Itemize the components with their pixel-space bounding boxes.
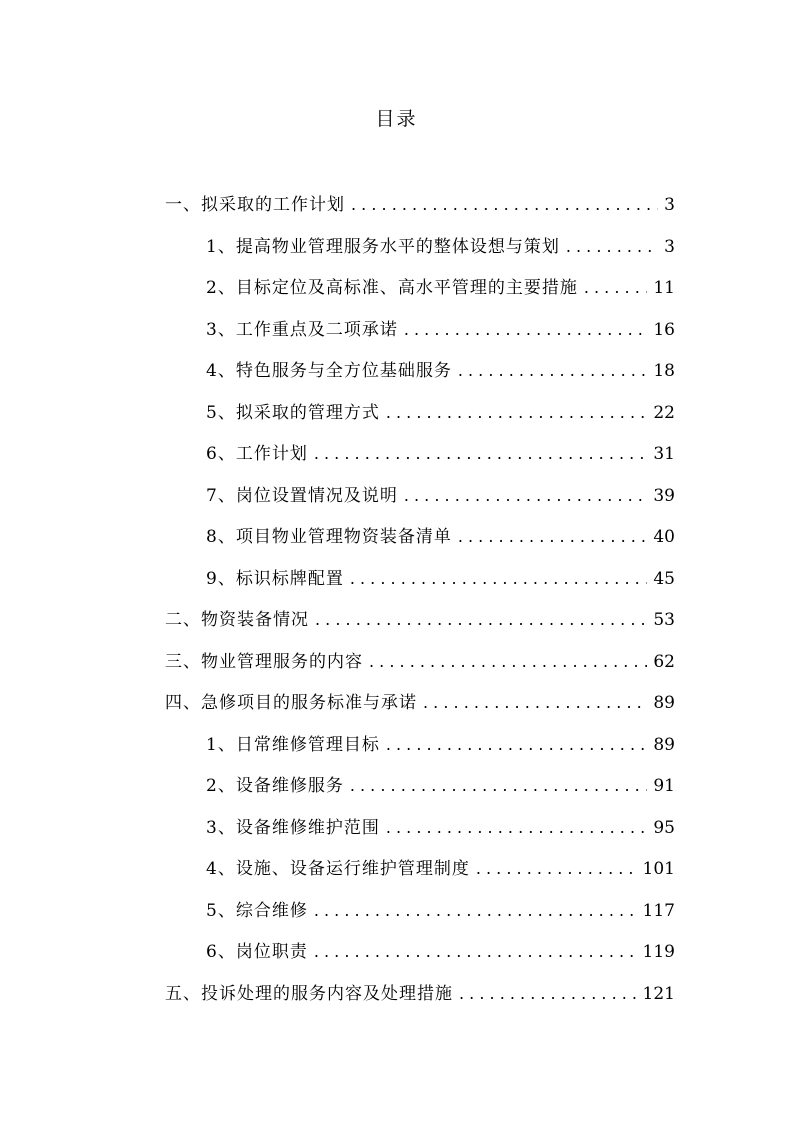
toc-entry-label: 1、日常维修管理目标 [206,734,380,755]
toc-entry[interactable] [165,931,675,973]
table-of-contents [165,184,675,1014]
toc-entry-label: 2、设备维修服务 [206,776,344,796]
toc-entry-label: 5、综合维修 [206,900,308,921]
toc-entry-label: 9、标识标牌配置 [206,568,344,589]
toc-dot-leader [423,682,647,724]
toc-entry-page-number: 89 [653,734,675,755]
toc-entry-page-number: 45 [653,568,675,589]
toc-entry[interactable] [165,848,675,890]
toc-dot-leader [369,641,647,683]
toc-entry[interactable] [165,890,675,932]
toc-entry-label: 1、提高物业管理服务水平的整体设想与策划 [206,236,560,257]
toc-dot-leader [315,599,647,641]
toc-entry-page-number: 40 [653,527,675,547]
toc-entry-label: 二、物资装备情况 [165,610,309,630]
toc-entry[interactable] [165,392,675,434]
toc-entry[interactable] [165,267,675,309]
toc-dot-leader [386,392,648,434]
toc-dot-leader [459,973,637,1015]
toc-entry-page-number: 53 [653,610,675,630]
toc-entry-label: 4、设施、设备运行维护管理制度 [206,859,470,879]
toc-dot-leader [404,475,648,517]
toc-dot-leader [458,350,648,392]
page-title: 目录 [375,108,418,130]
toc-entry[interactable] [165,184,675,226]
toc-entry-label: 2、目标定位及高标准、高水平管理的主要措施 [206,278,578,298]
toc-entry-page-number: 31 [653,444,675,464]
toc-dot-leader [314,931,637,973]
toc-dot-leader [314,890,637,932]
toc-entry-label: 5、拟采取的管理方式 [206,402,380,423]
toc-dot-leader [386,807,648,849]
toc-entry-page-number: 95 [653,817,675,838]
toc-entry-label: 4、特色服务与全方位基础服务 [206,361,452,381]
toc-entry-label: 3、工作重点及二项承诺 [206,319,398,340]
toc-entry-page-number: 62 [653,651,675,672]
toc-dot-leader [476,848,637,890]
toc-entry-page-number: 3 [664,236,675,257]
toc-dot-leader [584,267,648,309]
toc-entry-page-number: 16 [653,319,675,340]
toc-entry-label: 6、工作计划 [206,444,308,464]
toc-dot-leader [458,516,648,558]
toc-entry[interactable] [165,641,675,683]
toc-dot-leader [314,433,648,475]
toc-entry-page-number: 89 [653,693,675,713]
toc-entry-label: 8、项目物业管理物资装备清单 [206,527,452,547]
toc-entry-label: 四、急修项目的服务标准与承诺 [165,693,417,713]
toc-entry-page-number: 117 [642,900,675,921]
toc-entry[interactable] [165,599,675,641]
toc-dot-leader [386,724,648,766]
toc-entry[interactable] [165,516,675,558]
toc-entry[interactable] [165,475,675,517]
toc-entry[interactable] [165,973,675,1015]
toc-entry-page-number: 3 [664,195,675,215]
toc-entry[interactable] [165,807,675,849]
toc-entry-page-number: 18 [653,361,675,381]
toc-entry[interactable] [165,682,675,724]
toc-entry-page-number: 91 [653,776,675,796]
toc-entry-page-number: 22 [653,402,675,423]
toc-entry-page-number: 121 [642,983,675,1004]
toc-dot-leader [566,226,658,268]
toc-dot-leader [404,309,648,351]
toc-entry-page-number: 11 [653,278,675,298]
toc-entry[interactable] [165,433,675,475]
toc-entry-page-number: 119 [642,942,675,962]
toc-entry[interactable] [165,309,675,351]
toc-entry-label: 6、岗位职责 [206,942,308,962]
toc-dot-leader [350,765,648,807]
toc-entry[interactable] [165,724,675,766]
toc-entry[interactable] [165,350,675,392]
toc-entry-page-number: 39 [653,485,675,506]
toc-dot-leader [350,558,648,600]
toc-entry-label: 7、岗位设置情况及说明 [206,485,398,506]
toc-entry-label: 3、设备维修维护范围 [206,817,380,838]
toc-entry-label: 三、物业管理服务的内容 [165,651,363,672]
toc-dot-leader [351,184,658,226]
toc-entry[interactable] [165,226,675,268]
toc-entry-label: 一、拟采取的工作计划 [165,195,345,215]
toc-entry[interactable] [165,558,675,600]
toc-entry-page-number: 101 [642,859,675,879]
toc-entry[interactable] [165,765,675,807]
toc-entry-label: 五、投诉处理的服务内容及处理措施 [165,983,453,1004]
